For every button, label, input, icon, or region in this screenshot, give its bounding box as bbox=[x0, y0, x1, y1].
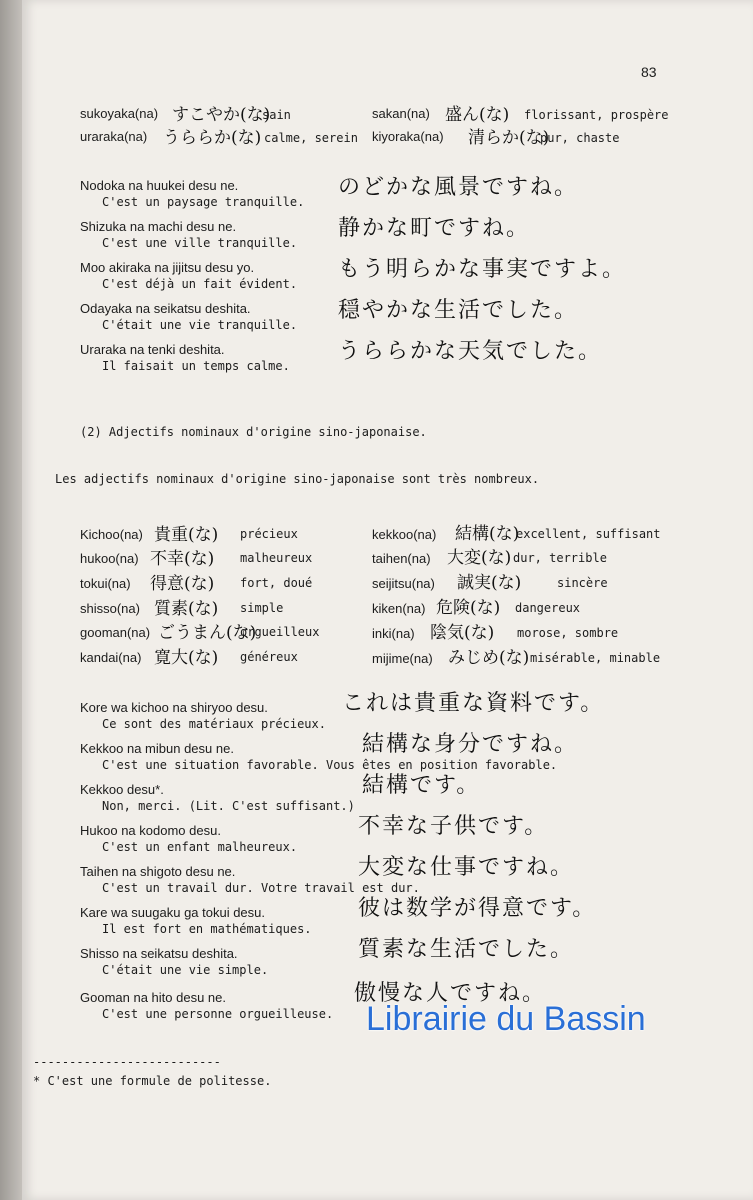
example-french: C'est une situation favorable. Vous êtes en position favorable. bbox=[102, 758, 558, 772]
section-intro: Les adjectifs nominaux d'origine sino-japonaise sont très nombreux. bbox=[55, 472, 540, 486]
vocab-romaji: kiken(na) bbox=[372, 601, 426, 616]
vocab-romaji: tokui(na) bbox=[80, 576, 131, 591]
example-french: C'est une ville tranquille. bbox=[102, 236, 298, 250]
footnote-rule: -------------------------- bbox=[33, 1055, 221, 1069]
vocab-japanese: 結構(な) bbox=[455, 524, 520, 544]
example-romaji: Kekkoo na mibun desu ne. bbox=[80, 741, 234, 756]
vocab-japanese: 清らか(な) bbox=[468, 128, 550, 148]
example-romaji: Odayaka na seikatsu deshita. bbox=[80, 301, 251, 316]
vocab-french: sain bbox=[262, 108, 291, 122]
example-japanese: 傲慢な人ですね。 bbox=[354, 981, 547, 1006]
vocab-french: malheureux bbox=[240, 551, 313, 565]
vocab-french: pur, chaste bbox=[540, 131, 620, 145]
vocab-french: excellent, suffisant bbox=[516, 527, 661, 541]
example-french: C'est une personne orgueilleuse. bbox=[102, 1007, 334, 1021]
footnote: * C'est une formule de politesse. bbox=[33, 1074, 272, 1088]
example-romaji: Kare wa suugaku ga tokui desu. bbox=[80, 905, 266, 920]
vocab-japanese: 寛大(な) bbox=[154, 648, 219, 668]
example-french: C'est déjà un fait évident. bbox=[102, 277, 298, 291]
example-japanese: 質素な生活でした。 bbox=[358, 937, 575, 962]
vocab-romaji: kandai(na) bbox=[80, 650, 142, 665]
vocab-romaji: kiyoraka(na) bbox=[372, 129, 444, 144]
vocab-french: simple bbox=[240, 601, 284, 615]
vocab-french: dur, terrible bbox=[513, 551, 607, 565]
vocab-japanese: ごうまん(な) bbox=[158, 623, 257, 643]
vocab-french: précieux bbox=[240, 527, 298, 541]
vocab-japanese: 陰気(な) bbox=[430, 623, 495, 643]
example-romaji: Gooman na hito desu ne. bbox=[80, 990, 226, 1005]
example-romaji: Taihen na shigoto desu ne. bbox=[80, 864, 236, 879]
vocab-japanese: 質素(な) bbox=[154, 599, 219, 619]
vocab-romaji: kekkoo(na) bbox=[372, 527, 437, 542]
vocab-french: calme, serein bbox=[264, 131, 358, 145]
vocab-romaji: sakan(na) bbox=[372, 106, 430, 121]
vocab-romaji: gooman(na) bbox=[80, 625, 151, 640]
example-romaji: Hukoo na kodomo desu. bbox=[80, 823, 221, 838]
vocab-french: sincère bbox=[557, 576, 608, 590]
vocab-japanese: 得意(な) bbox=[150, 574, 215, 594]
example-french: Non, merci. (Lit. C'est suffisant.) bbox=[102, 799, 355, 813]
example-romaji: Moo akiraka na jijitsu desu yo. bbox=[80, 260, 255, 275]
vocab-french: orgueilleux bbox=[240, 625, 320, 639]
example-french: C'est un paysage tranquille. bbox=[102, 195, 305, 209]
example-japanese: もう明らかな事実ですよ。 bbox=[338, 257, 627, 282]
example-french: C'est un travail dur. Votre travail est dur. bbox=[102, 881, 420, 895]
vocab-romaji: Kichoo(na) bbox=[80, 527, 143, 542]
vocab-japanese: 貴重(な) bbox=[154, 525, 219, 545]
example-french: C'était une vie simple. bbox=[102, 963, 269, 977]
vocab-japanese: みじめ(な) bbox=[448, 648, 530, 668]
vocab-romaji: taihen(na) bbox=[372, 551, 431, 566]
vocab-japanese: 危険(な) bbox=[436, 598, 501, 618]
vocab-french: misérable, minable bbox=[530, 651, 661, 665]
vocab-japanese: 誠実(な) bbox=[457, 573, 522, 593]
section-heading: (2) Adjectifs nominaux d'origine sino-japonaise. bbox=[80, 425, 427, 439]
example-japanese: 結構な身分ですね。 bbox=[362, 732, 579, 757]
example-japanese: これは貴重な資料です。 bbox=[342, 691, 605, 716]
vocab-romaji: hukoo(na) bbox=[80, 551, 139, 566]
vocab-romaji: sukoyaka(na) bbox=[80, 106, 159, 121]
vocab-romaji: seijitsu(na) bbox=[372, 576, 435, 591]
vocab-japanese: 大変(な) bbox=[447, 548, 512, 568]
vocab-french: dangereux bbox=[515, 601, 581, 615]
example-french: Ce sont des matériaux précieux. bbox=[102, 717, 326, 731]
example-french: Il faisait un temps calme. bbox=[102, 359, 290, 373]
example-romaji: Uraraka na tenki deshita. bbox=[80, 342, 225, 357]
example-french: C'était une vie tranquille. bbox=[102, 318, 298, 332]
vocab-french: fort, doué bbox=[240, 576, 313, 590]
example-romaji: Kore wa kichoo na shiryoo desu. bbox=[80, 700, 268, 715]
example-japanese: のどかな風景ですね。 bbox=[338, 175, 579, 200]
watermark: Librairie du Bassin bbox=[366, 1000, 646, 1038]
example-japanese: 大変な仕事ですね。 bbox=[358, 855, 575, 880]
example-french: Il est fort en mathématiques. bbox=[102, 922, 312, 936]
vocab-japanese: すこやか(な) bbox=[172, 105, 271, 125]
example-japanese: 彼は数学が得意です。 bbox=[358, 896, 597, 921]
vocab-romaji: inki(na) bbox=[372, 626, 415, 641]
example-japanese: 結構です。 bbox=[362, 773, 481, 798]
vocab-romaji: shisso(na) bbox=[80, 601, 140, 616]
example-japanese: 不幸な子供です。 bbox=[358, 814, 549, 839]
example-french: C'est un enfant malheureux. bbox=[102, 840, 298, 854]
vocab-romaji: uraraka(na) bbox=[80, 129, 148, 144]
vocab-japanese: 盛ん(な) bbox=[445, 105, 510, 125]
vocab-french: morose, sombre bbox=[517, 626, 619, 640]
vocab-japanese: 不幸(な) bbox=[150, 549, 215, 569]
vocab-french: florissant, prospère bbox=[524, 108, 669, 122]
example-japanese: 穏やかな生活でした。 bbox=[338, 298, 579, 323]
page-number: 83 bbox=[641, 64, 657, 80]
vocab-french: généreux bbox=[240, 650, 298, 664]
example-japanese: 静かな町ですね。 bbox=[338, 216, 531, 241]
vocab-romaji: mijime(na) bbox=[372, 651, 433, 666]
vocab-japanese: うららか(な) bbox=[163, 128, 262, 148]
book-gutter bbox=[0, 0, 22, 1200]
example-romaji: Shisso na seikatsu deshita. bbox=[80, 946, 238, 961]
example-romaji: Shizuka na machi desu ne. bbox=[80, 219, 237, 234]
example-romaji: Nodoka na huukei desu ne. bbox=[80, 178, 239, 193]
example-romaji: Kekkoo desu*. bbox=[80, 782, 164, 797]
example-japanese: うららかな天気でした。 bbox=[338, 339, 603, 364]
